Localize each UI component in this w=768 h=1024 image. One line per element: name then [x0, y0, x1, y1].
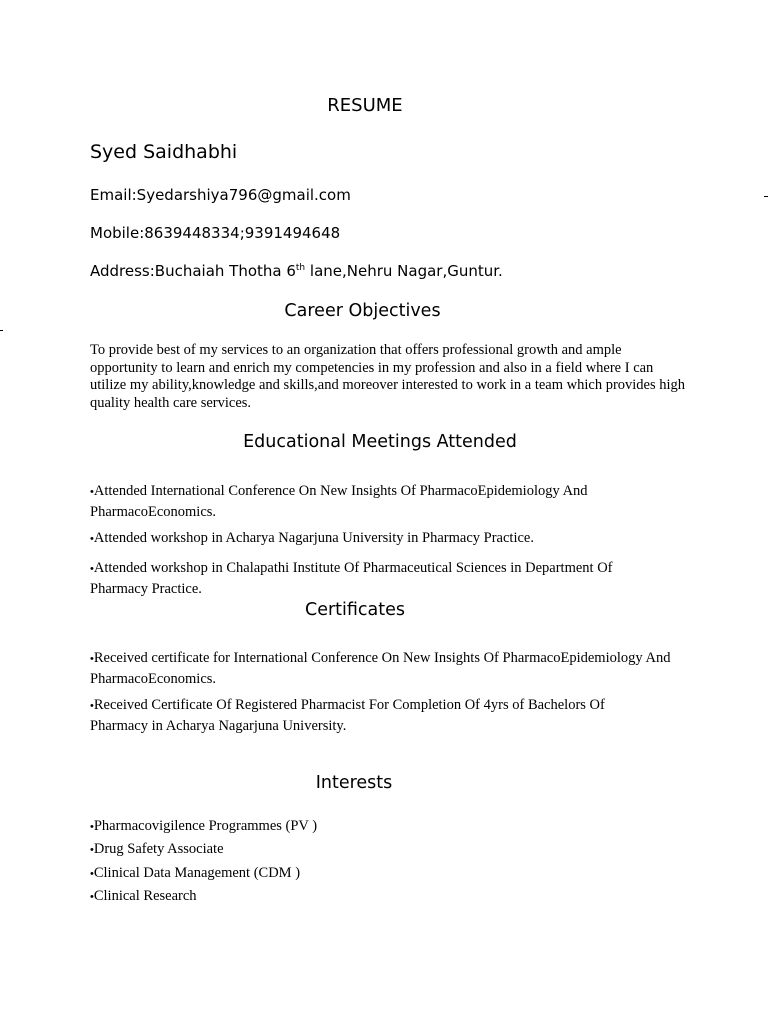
list-item-text: Drug Safety Associate — [93, 841, 224, 857]
bullet-icon: • — [90, 844, 94, 856]
candidate-name: Syed Saidhabhi — [90, 141, 238, 163]
bullet-icon: • — [90, 868, 94, 880]
address-line — [90, 262, 503, 280]
list-item — [90, 887, 197, 908]
bullet-icon: • — [90, 563, 94, 575]
list-item — [90, 696, 650, 736]
list-item-text: Clinical Research — [93, 888, 197, 904]
list-item — [90, 482, 650, 522]
educational-meetings-heading: Educational Meetings Attended — [243, 432, 517, 452]
list-item — [90, 864, 300, 885]
bullet-icon: • — [90, 700, 94, 712]
list-item-text: Clinical Data Management (CDM ) — [93, 865, 301, 881]
list-item-text: Pharmacovigilence Programmes (PV ) — [93, 818, 318, 834]
mobile-line: Mobile:8639448334;9391494648 — [90, 224, 341, 242]
address-text-end: lane,Nehru Nagar,Guntur. — [305, 262, 503, 280]
edge-mark — [764, 196, 768, 197]
list-item-text: Attended International Conference On New Insights Of PharmacoEpidemiology And PharmacoEconomics. — [90, 483, 588, 520]
list-item-text: Attended workshop in Acharya Nagarjuna University in Pharmacy Practice. — [93, 530, 534, 546]
email-line: Email:Syedarshiya796@gmail.com — [90, 186, 351, 204]
list-item — [90, 840, 224, 861]
bullet-icon: • — [90, 533, 94, 545]
list-item-text: Attended workshop in Chalapathi Institute Of Pharmaceutical Sciences in Department Of Pharmacy Practice. — [90, 560, 613, 597]
interests-heading: Interests — [315, 773, 393, 793]
address-text: Address:Buchaiah Thotha 6 — [90, 262, 296, 280]
certificates-heading: Certificates — [304, 600, 406, 620]
career-objectives-text: To provide best of my services to an organization that offers professional growth and ample opportunity to learn and enrich my competencies in my profession and also in a field where I can utilize my ability,knowledge and skills,and moreover interested to work in a team which provides high quality health care services. — [90, 342, 686, 411]
edge-mark — [0, 330, 3, 331]
bullet-icon: • — [90, 891, 94, 903]
list-item-text: Received Certificate Of Registered Pharmacist For Completion Of 4yrs of Bachelors Of Pharmacy in Acharya Nagarjuna University. — [90, 697, 605, 734]
list-item-text: Received certificate for International Conference On New Insights Of PharmacoEpidemiology And PharmacoEconomics. — [90, 650, 671, 687]
bullet-icon: • — [90, 486, 94, 498]
bullet-icon: • — [90, 653, 94, 665]
list-item — [90, 529, 690, 550]
bullet-icon: • — [90, 821, 94, 833]
list-item — [90, 649, 690, 689]
career-objectives-heading: Career Objectives — [284, 301, 441, 321]
page-title: RESUME — [327, 95, 403, 116]
list-item — [90, 817, 317, 838]
list-item — [90, 559, 660, 599]
address-superscript: th — [295, 263, 306, 273]
